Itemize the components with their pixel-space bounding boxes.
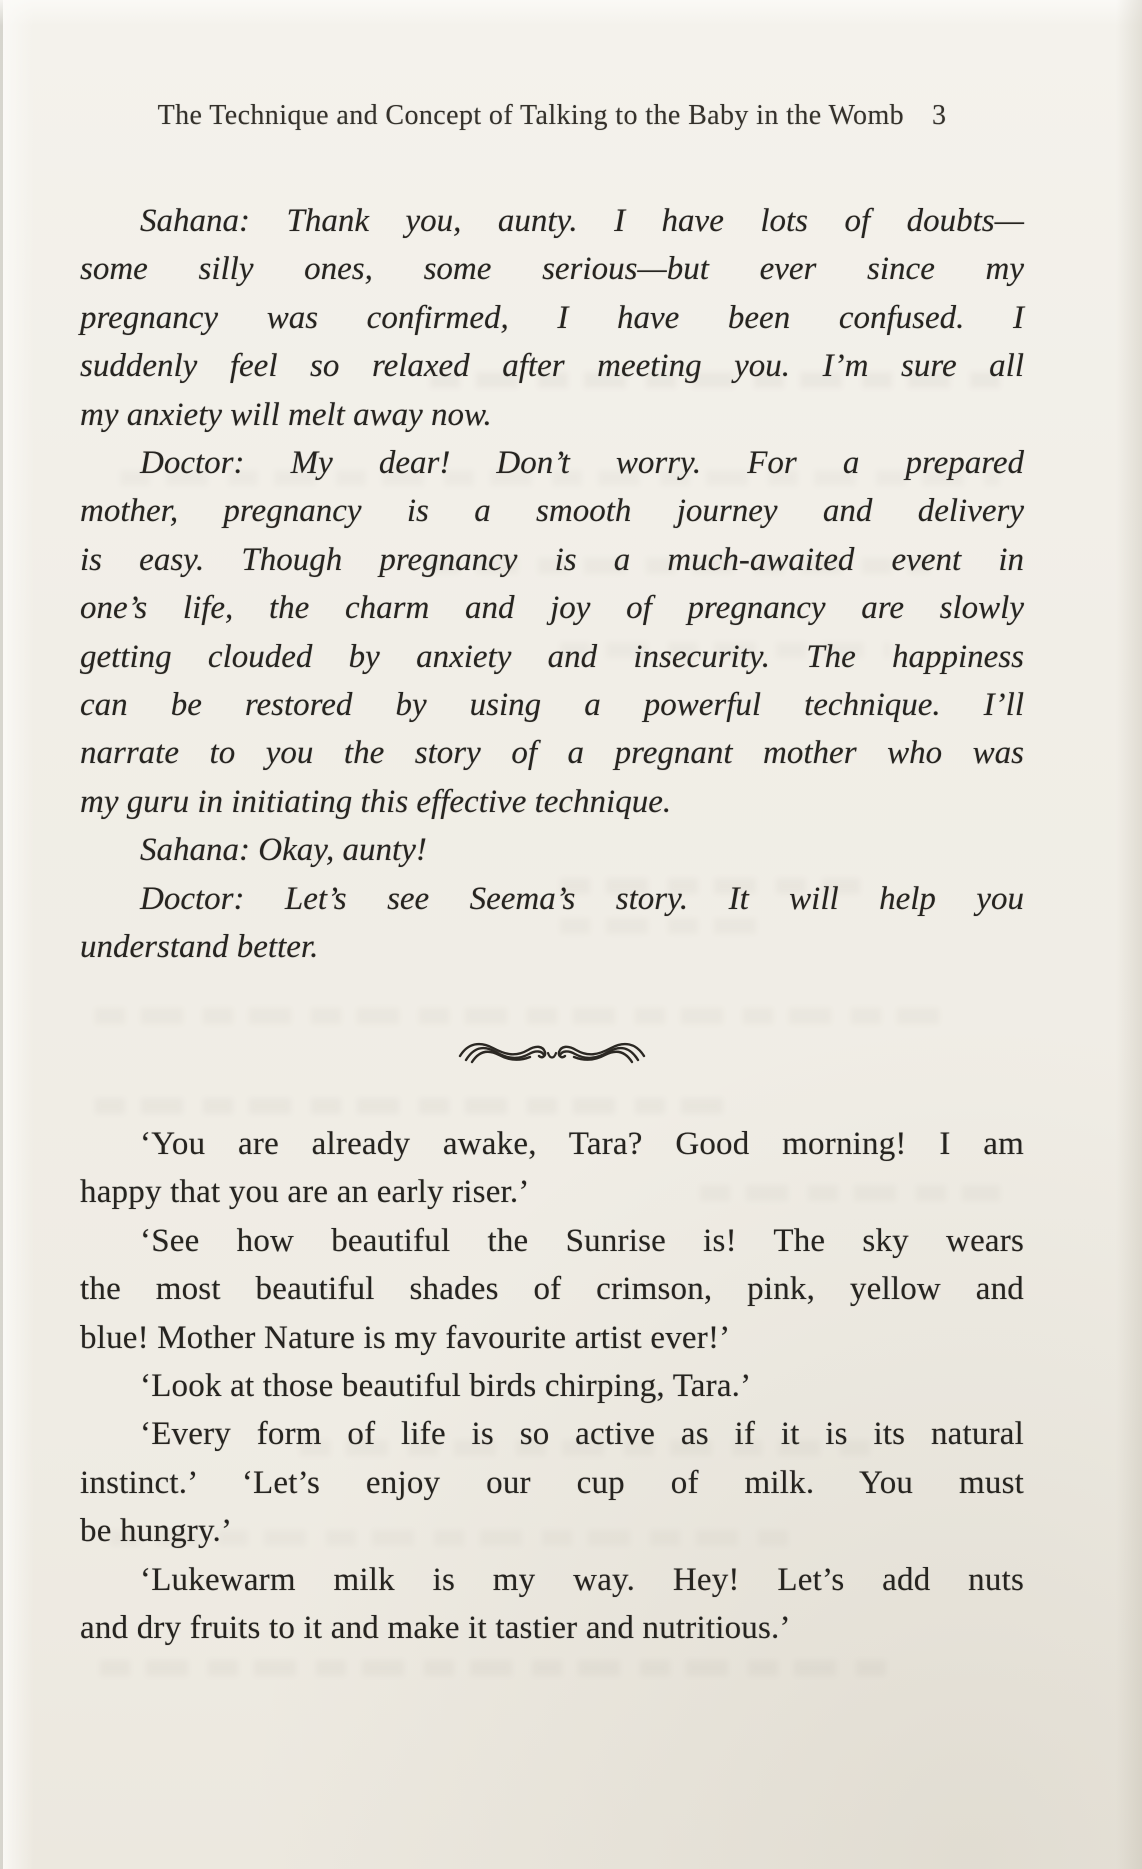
text-line: ‘Every form of life is so active as if it is its natural xyxy=(140,1416,1024,1453)
text-line: instinct.’ ‘Let’s enjoy our cup of milk. You must xyxy=(80,1464,1024,1501)
text-line: my anxiety will melt away now. xyxy=(80,396,492,433)
bleed-through-smudge xyxy=(95,1098,735,1114)
running-header-title: The Technique and Concept of Talking to the Baby in the Womb xyxy=(157,100,905,131)
text-line: the most beautiful shades of crimson, pink, yellow and xyxy=(80,1271,1024,1308)
paragraph xyxy=(80,1217,1024,1362)
text-line: is easy. Though pregnancy is a much-awaited event in xyxy=(80,541,1024,578)
paragraph xyxy=(80,439,1024,826)
text-line: Doctor: My dear! Don’t worry. For a prepared xyxy=(140,445,1024,482)
page-right-shadow xyxy=(1116,0,1142,1869)
swirl-flourish-icon xyxy=(452,1034,652,1074)
text-line: Doctor: Let’s see Seema’s story. It will help you xyxy=(140,880,1024,917)
text-line: ‘Look at those beautiful birds chirping, Tara.’ xyxy=(140,1368,752,1405)
page-top-highlight xyxy=(0,0,1142,26)
story-section xyxy=(80,1120,1024,1652)
text-line: getting clouded by anxiety and insecurity. The happiness xyxy=(80,638,1024,675)
text-line: can be restored by using a powerful technique. I’ll xyxy=(80,687,1024,724)
text-line: be hungry.’ xyxy=(80,1513,233,1550)
text-line: ‘Lukewarm milk is my way. Hey! Let’s add nuts xyxy=(140,1561,1024,1598)
text-line: ‘You are already awake, Tara? Good morning! I am xyxy=(140,1126,1024,1162)
paragraph xyxy=(80,826,1024,874)
paragraph xyxy=(80,1410,1024,1555)
text-line: mother, pregnancy is a smooth journey and delivery xyxy=(80,493,1024,530)
text-line: Sahana: Okay, aunty! xyxy=(140,832,427,869)
page-number: 3 xyxy=(932,100,947,131)
bleed-through-smudge xyxy=(100,1660,900,1676)
text-line: suddenly feel so relaxed after meeting you. I’m sure all xyxy=(80,348,1024,385)
text-line: blue! Mother Nature is my favourite artist ever!’ xyxy=(80,1319,731,1356)
bleed-through-smudge xyxy=(95,1008,955,1024)
dialogue-section xyxy=(80,197,1024,972)
text-line: my guru in initiating this effective technique. xyxy=(80,783,672,820)
running-header xyxy=(80,100,1024,132)
text-line: Sahana: Thank you, aunty. I have lots of doubts— xyxy=(140,203,1024,239)
text-line: some silly ones, some serious—but ever since my xyxy=(80,251,1024,288)
paragraph xyxy=(80,197,1024,439)
text-line: pregnancy was confirmed, I have been confused. I xyxy=(80,299,1024,336)
scan-edge-line xyxy=(0,0,3,1869)
text-line: one’s life, the charm and joy of pregnancy are slowly xyxy=(80,590,1024,627)
paragraph xyxy=(80,1362,1024,1410)
paragraph xyxy=(80,875,1024,972)
text-line: understand better. xyxy=(80,929,319,966)
paragraph xyxy=(80,1556,1024,1653)
text-line: happy that you are an early riser.’ xyxy=(80,1174,530,1211)
paragraph xyxy=(80,1120,1024,1217)
text-line: and dry fruits to it and make it tastier and nutritious.’ xyxy=(80,1610,791,1647)
section-divider xyxy=(80,1034,1024,1079)
text-line: narrate to you the story of a pregnant mother who was xyxy=(80,735,1024,772)
page-left-highlight xyxy=(0,0,34,1869)
text-line: ‘See how beautiful the Sunrise is! The sky wears xyxy=(140,1222,1024,1259)
